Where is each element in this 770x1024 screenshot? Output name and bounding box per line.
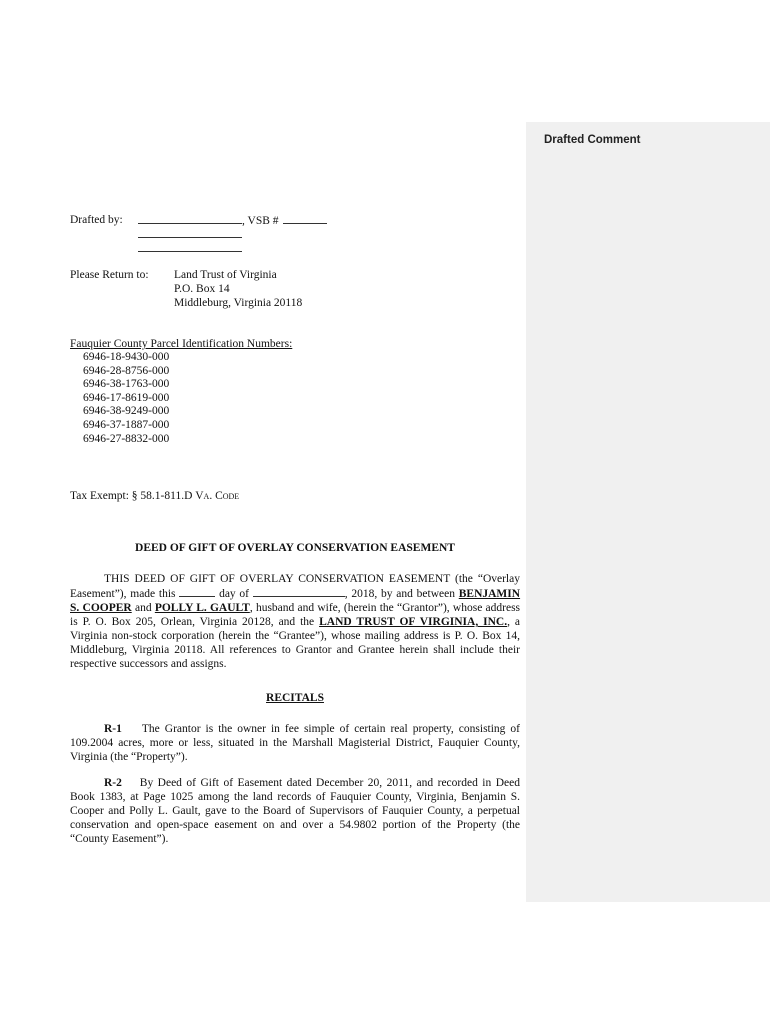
parcel-number: 6946-27-8832-000 [83,432,170,445]
month-blank [253,586,345,597]
grantor-name-1: BENJAMIN S. COOPER [70,588,521,614]
recital-2-label: R-2 [104,777,122,789]
tax-exempt-line [70,489,239,503]
vsb-number-blank [283,213,327,224]
recital-2 [70,776,520,846]
deed-title: DEED OF GIFT OF OVERLAY CONSERVATION EASEMENT [135,542,455,554]
tax-exempt-code: Va. Code [195,490,240,502]
recital-1-label: R-1 [104,723,122,735]
deed-text-a: THIS DEED OF GIFT OF OVERLAY CONSERVATION EASEMENT (the “Overlay Easement”), made this [70,573,520,600]
deed-text-and: and [134,602,152,614]
recital-2-text: By Deed of Gift of Easement dated December 20, 2011, and recorded in Deed Book 1383, at Page 1025 among the land records of Fauquier County, Virginia, Benjamin S. Cooper and Polly L. Gault, gave to the Board of Supervisors of Fauquier County, a perpetual conservation and open-space easement on and over a 54.9802 portion of the Property (the “County Easement”). [70,777,520,845]
return-address-line-1: Land Trust of Virginia [174,269,277,281]
drafter-name-blank [138,213,242,224]
parcel-number: 6946-38-9249-000 [83,405,170,418]
recitals-heading: RECITALS [266,692,324,704]
drafted-by-line [138,213,327,228]
comment-pane [526,122,770,902]
drafted-by-label: Drafted by: [70,214,123,226]
deed-text-d: , husband and wife, (herein the “Grantor”), whose address is P. O. Box 205, Orlean, Virginia 20128, and the [70,602,521,628]
parcel-heading: Fauquier County Parcel Identification Numbers: [70,338,293,350]
day-blank [179,586,215,597]
parcel-number: 6946-18-9430-000 [83,351,170,363]
grantor-name-2: POLLY L. GAULT [154,602,250,614]
recital-1-text: The Grantor is the owner in fee simple of certain real property, consisting of 109.2004 acres, more or less, situated in the Marshall Magisterial District, Fauquier County, Virginia (the “Property”). [70,723,521,763]
return-address-line-3: Middleburg, Virginia 20118 [174,297,303,309]
grantee-name: LAND TRUST OF VIRGINIA, INC. [319,616,508,628]
parcel-number: 6946-37-1887-000 [83,418,170,431]
parcel-number: 6946-17-8619-000 [83,391,170,404]
deed-text-e: , a Virginia non-stock corporation (herein the “Grantee”), whose mailing address is P. O. Box 14, Middleburg, Virginia 20118. All references to Grantor and Grantee herein shall include their respective successors and assigns. [70,616,521,670]
drafter-blank-3 [138,241,242,256]
parcel-number: 6946-28-8756-000 [83,364,170,377]
drafter-blank-2 [138,227,242,242]
deed-text-c: , 2018, by and between [344,588,455,600]
deed-opening-paragraph [70,572,520,671]
vsb-label: , VSB # [242,215,279,227]
return-address-line-2: P.O. Box 14 [174,283,230,295]
parcel-list [83,351,169,446]
deed-text-b: day of [219,588,250,600]
recital-1 [70,722,520,764]
tax-exempt-text: Tax Exempt: § 58.1-811.D [70,490,196,502]
comment-pane-header: Drafted Comment [544,134,641,146]
parcel-number: 6946-38-1763-000 [83,378,170,391]
return-label: Please Return to: [70,269,149,281]
